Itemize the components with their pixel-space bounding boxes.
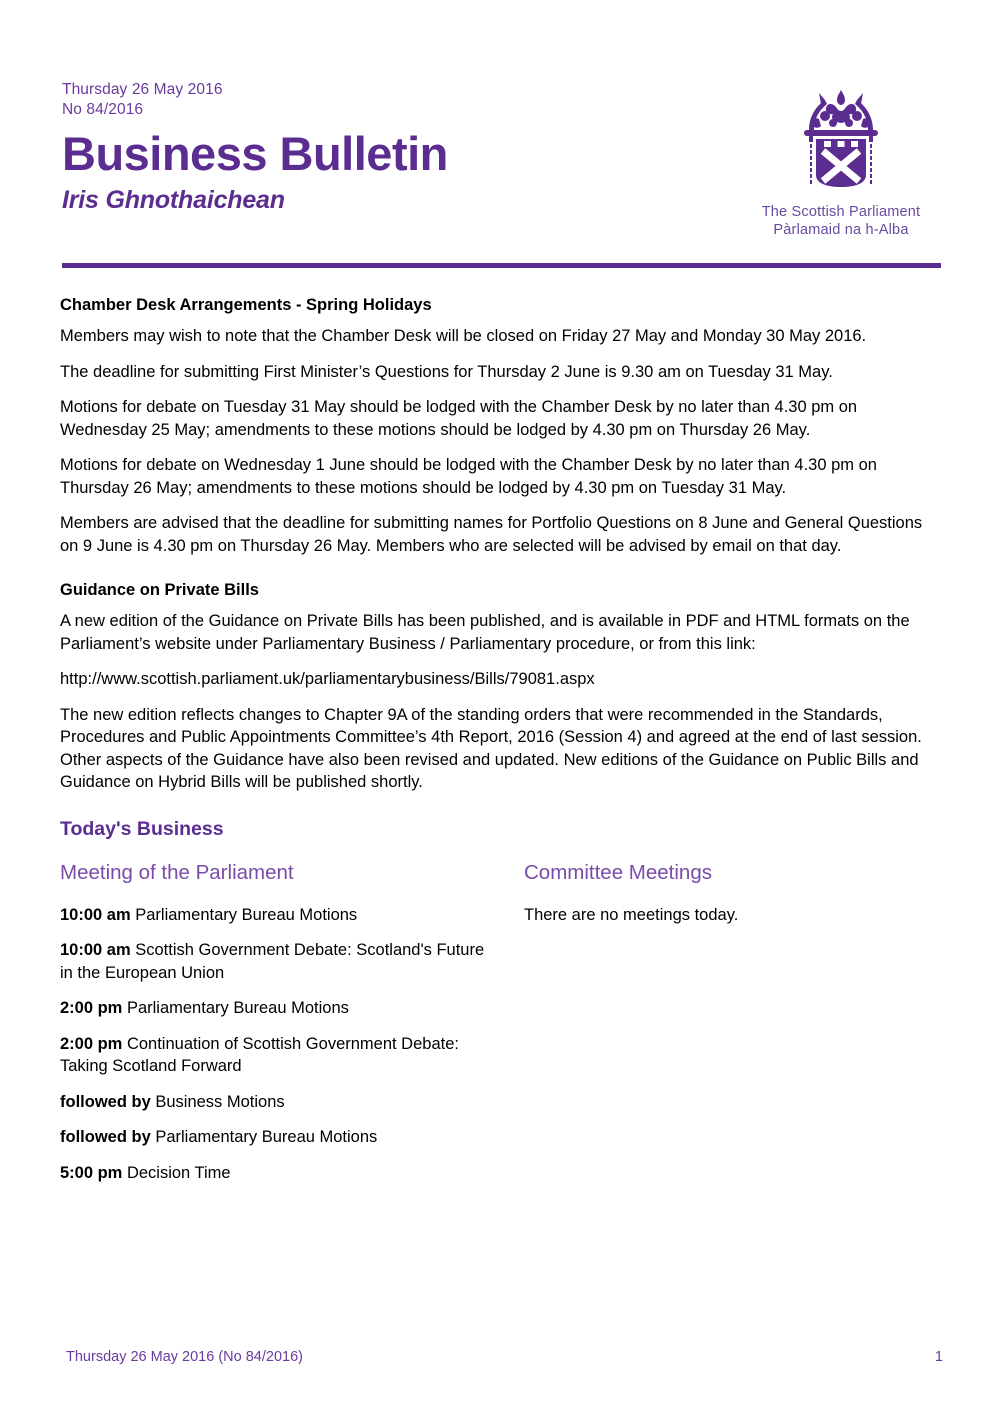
meeting-of-the-parliament-column [60,860,510,1198]
todays-business-heading: Today's Business [60,817,224,840]
paragraph: The deadline for submitting First Minister’s Questions for Thursday 2 June is 9.30 am on Tuesday 31 May. [60,362,833,381]
agenda-item-time: followed by [60,1092,151,1111]
agenda-item-description: Business Motions [155,1092,285,1111]
issue-number: No 84/2016 [62,101,144,118]
agenda-item [60,1033,490,1078]
agenda-item-description: Parliamentary Bureau Motions [126,999,349,1017]
paragraph: Members may wish to note that the Chamber Desk will be closed on Friday 27 May and Monday 30 May 2016. [60,327,867,345]
agenda-item-description: Parliamentary Bureau Motions [155,1128,378,1146]
section-heading-private-bills: Guidance on Private Bills [60,581,259,599]
agenda-item-description: Scottish Government Debate: Scotland's Future in the European Union [60,941,485,982]
scottish-parliament-crest-icon [773,86,909,198]
column-heading-parliament: Meeting of the Parliament [60,860,294,884]
agenda-item [60,997,490,1020]
guidance-link[interactable]: http://www.scottish.parliament.uk/parliamentarybusiness/Bills/79081.aspx [60,670,595,688]
masthead [0,0,991,239]
footer-issue-info: Thursday 26 May 2016 (No 84/2016) [66,1349,303,1365]
paragraph: Members are advised that the deadline for submitting names for Portfolio Questions on 8 June and General Questions on 9 June is 4.30 pm on Thursday 26 May. Members who are selected will be advised by email on that day. [60,514,923,555]
agenda-item [60,939,490,984]
page-title: Business Bulletin [62,127,448,180]
masthead-text [62,78,448,215]
agenda-item [60,1162,490,1185]
paragraph: Motions for debate on Tuesday 31 May should be lodged with the Chamber Desk by no later than 4.30 pm on Wednesday 25 May; amendments to these motions should be lodged by 4.30 pm on Thursday 26 May. [60,398,858,439]
logo-caption [741,203,941,239]
committees-empty-message: There are no meetings today. [524,905,739,924]
agenda-item-description: Decision Time [126,1163,231,1182]
agenda-item-description: Parliamentary Bureau Motions [135,905,358,924]
agenda-item-time: 5:00 pm [60,1163,123,1182]
agenda-item-time: 2:00 pm [60,999,123,1017]
section-heading-chamber-desk: Chamber Desk Arrangements - Spring Holidays [60,296,432,314]
column-heading-committees: Committee Meetings [524,860,712,884]
logo-caption-english: The Scottish Parliament [761,204,921,220]
agenda-item-description: Continuation of Scottish Government Debate: Taking Scotland Forward [60,1034,459,1075]
agenda-item-time: followed by [60,1128,151,1146]
committee-meetings-column [510,860,943,927]
paragraph: A new edition of the Guidance on Private Bills has been published, and is available in PDF and HTML formats on the Parliament’s website under Parliamentary Business / Parliamentary procedure, or from this link: [60,612,910,653]
business-columns [60,860,943,1198]
agenda-item-time: 2:00 pm [60,1034,123,1053]
page-footer [0,1348,991,1367]
agenda-item [60,1126,490,1149]
agenda-item-time: 10:00 am [60,905,131,924]
agenda-item-time: 10:00 am [60,941,131,959]
paragraph: The new edition reflects changes to Chapter 9A of the standing orders that were recommended in the Standards, Procedures and Public Appointments Committee’s 4th Report, 2016 (Session 4) and agreed at the end of last session. Other aspects of the Guidance have also been revised and updated. New editions of the Guidance on Public Bills and Guidance on Hybrid Bills will be published shortly. [60,705,922,791]
agenda-item [60,1091,490,1114]
agenda-item [60,904,490,927]
page-title-gaelic: Iris Ghnothaichean [62,186,285,214]
document-body [0,268,991,1197]
logo-caption-gaelic: Pàrlamaid na h-Alba [773,222,909,238]
footer-page-number: 1 [934,1349,943,1365]
issue-date: Thursday 26 May 2016 [62,81,223,98]
scottish-parliament-logo [741,78,941,239]
paragraph: Motions for debate on Wednesday 1 June should be lodged with the Chamber Desk by no later than 4.30 pm on Thursday 26 May; amendments to these motions should be lodged by 4.30 pm on Tuesday 31 May. [60,456,877,497]
